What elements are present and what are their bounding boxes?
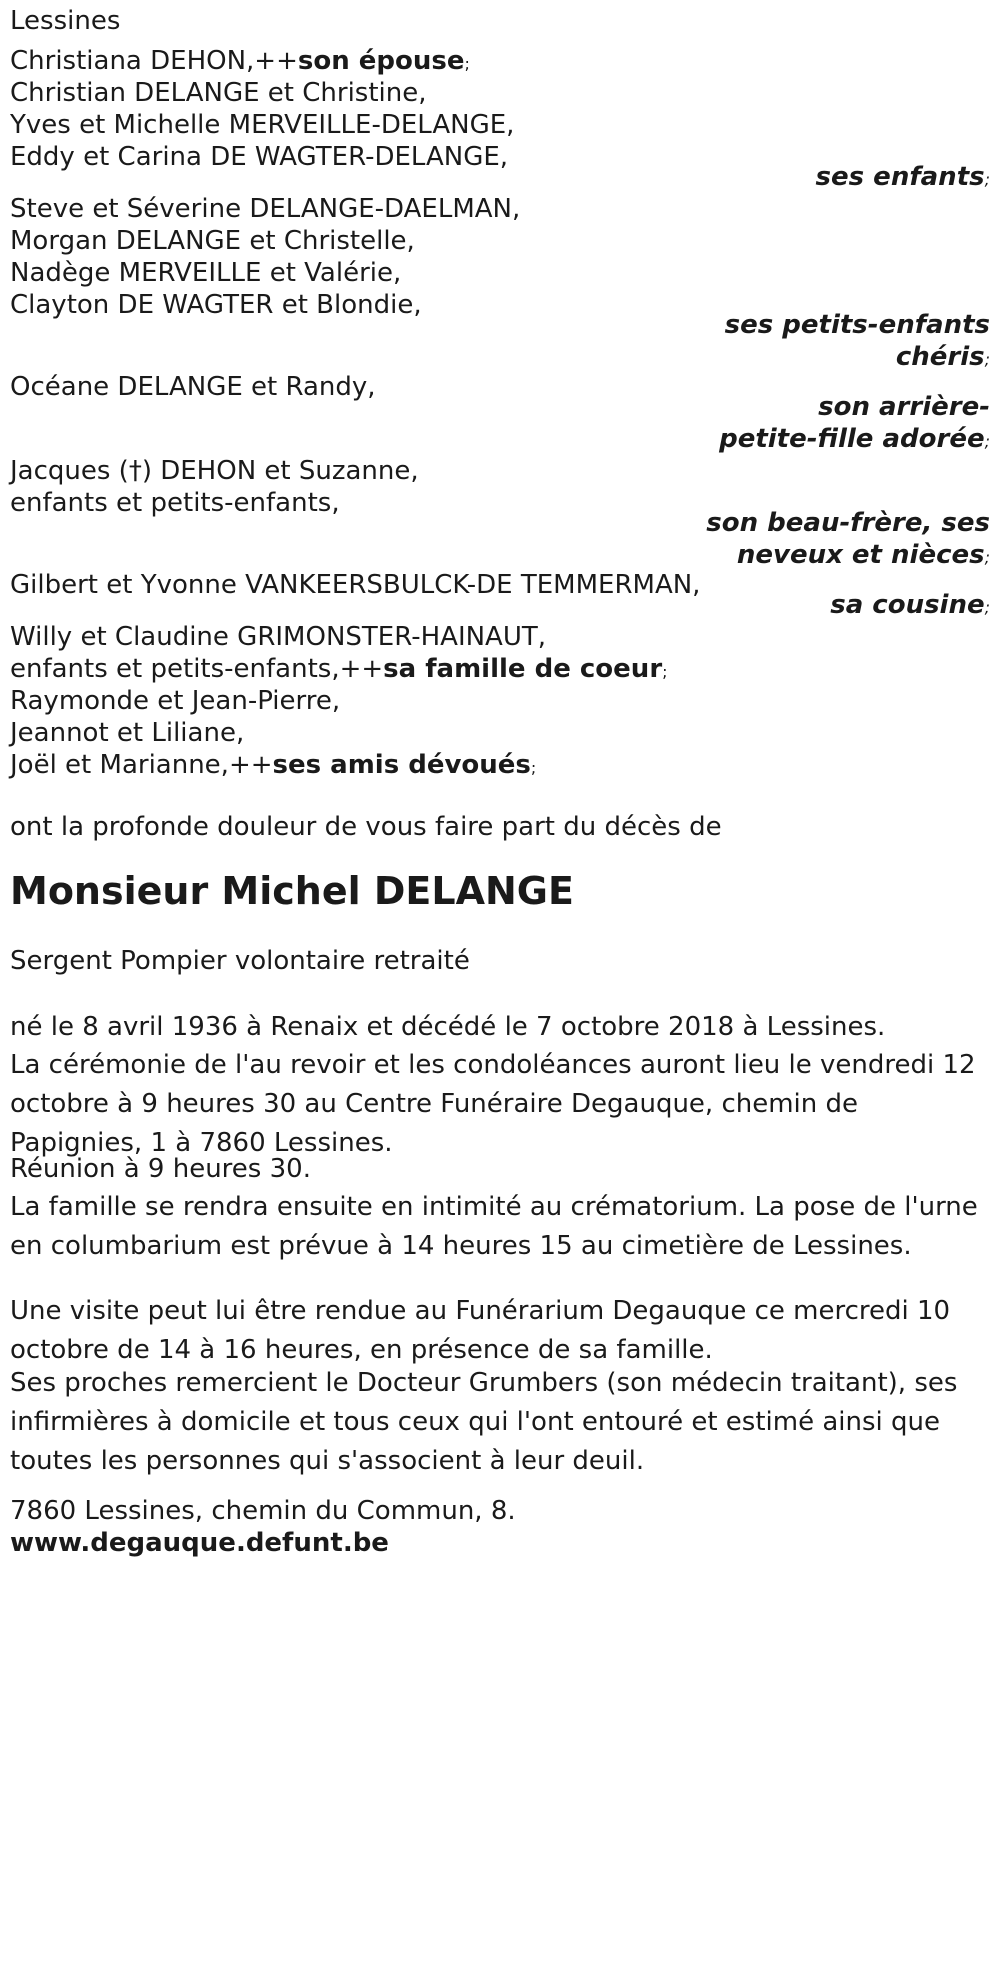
town-label: Lessines	[10, 6, 121, 36]
in-law-line: enfants et petits-enfants,	[10, 488, 340, 518]
spouse-line: Christiana DEHON,++son épouse;	[10, 46, 470, 76]
friend-line: Raymonde et Jean-Pierre,	[10, 686, 341, 716]
grandchildren-role-line2: chéris;	[895, 342, 990, 372]
occupation-text: Sergent Pompier volontaire retraité	[10, 946, 470, 976]
grandchild-line: Clayton DE WAGTER et Blondie,	[10, 290, 422, 320]
spouse-name: Christiana DEHON,++	[10, 46, 298, 76]
children-role: ses enfants;	[815, 162, 990, 192]
great-grandchild-role-line2: petite-fille adorée;	[719, 424, 990, 454]
spouse-role: son épouse	[297, 46, 465, 76]
website-link[interactable]: www.degauque.defunt.be	[10, 1528, 389, 1558]
heart-family-role: sa famille de coeur	[383, 654, 663, 684]
grandchild-line: Morgan DELANGE et Christelle,	[10, 226, 415, 256]
grandchild-line: Nadège MERVEILLE et Valérie,	[10, 258, 402, 288]
friends-role: ses amis dévoués	[272, 750, 531, 780]
friend-line: Joël et Marianne,++ses amis dévoués;	[10, 750, 537, 780]
thanks-paragraph: Ses proches remercient le Docteur Grumbers (son médecin traitant), ses infirmières à domicile et tous ceux qui l'ont entouré et estimé ainsi que toutes les personnes qui s'associent à leur deuil.	[10, 1368, 958, 1476]
announcement-text: ont la profonde douleur de vous faire part du décès de	[10, 812, 722, 842]
great-grandchild-role-line1: son arrière-	[818, 392, 990, 422]
grandchildren-role-line1: ses petits-enfants	[724, 310, 990, 340]
address-text: 7860 Lessines, chemin du Commun, 8.	[10, 1496, 516, 1526]
in-laws-role-line2: neveux et nièces;	[736, 540, 990, 570]
in-laws-role-line1: son beau-frère, ses	[706, 508, 990, 538]
heart-family-line: enfants et petits-enfants,++sa famille de coeur;	[10, 654, 668, 684]
heart-family-line: Willy et Claudine GRIMONSTER-HAINAUT,	[10, 622, 547, 652]
child-line: Eddy et Carina DE WAGTER-DELANGE,	[10, 142, 509, 172]
grandchild-line: Steve et Séverine DELANGE-DAELMAN,	[10, 194, 521, 224]
deceased-name: Monsieur Michel DELANGE	[10, 869, 574, 913]
crematorium-paragraph: La famille se rendra ensuite en intimité au crématorium. La pose de l'urne en columbarium est prévue à 14 heures 15 au cimetière de Lessines.	[10, 1192, 978, 1261]
reunion-paragraph: Réunion à 9 heures 30.	[10, 1154, 311, 1184]
child-line: Christian DELANGE et Christine,	[10, 78, 427, 108]
great-grandchild-line: Océane DELANGE et Randy,	[10, 372, 376, 402]
cousin-line: Gilbert et Yvonne VANKEERSBULCK-DE TEMMERMAN,	[10, 570, 701, 600]
child-line: Yves et Michelle MERVEILLE-DELANGE,	[10, 110, 515, 140]
birth-death-paragraph: né le 8 avril 1936 à Renaix et décédé le 7 octobre 2018 à Lessines.	[10, 1012, 886, 1042]
cousin-role: sa cousine;	[830, 590, 990, 620]
ceremony-paragraph: La cérémonie de l'au revoir et les condoléances auront lieu le vendredi 12 octobre à 9 heures 30 au Centre Funéraire Degauque, chemin de Papignies, 1 à 7860 Lessines.	[10, 1050, 976, 1158]
visit-paragraph: Une visite peut lui être rendue au Funérarium Degauque ce mercredi 10 octobre de 14 à 16 heures, en présence de sa famille.	[10, 1296, 951, 1365]
friend-line: Jeannot et Liliane,	[10, 718, 245, 748]
in-law-line: Jacques (†) DEHON et Suzanne,	[10, 456, 419, 486]
